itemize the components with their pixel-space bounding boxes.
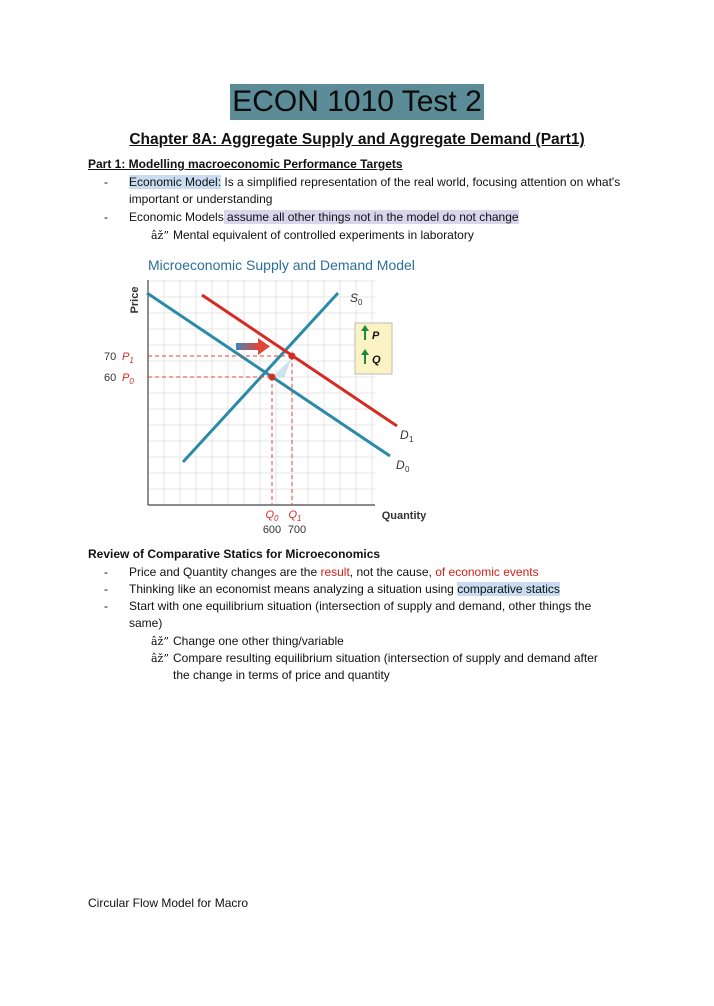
bullet-text — [129, 209, 624, 226]
x-tick-q1-value: 700 — [287, 524, 307, 536]
bullet-dash: - — [104, 599, 108, 613]
y-tick-p0 — [104, 372, 134, 386]
economic-events-text: of economic events — [435, 565, 539, 579]
review-heading: Review of Comparative Statics for Microeconomics — [88, 547, 381, 561]
svg-text:1: 1 — [409, 435, 414, 444]
page-title: ECON 1010 Test 2 — [232, 85, 482, 118]
curve-label-s0 — [350, 291, 363, 307]
plain-text: Economic Models — [129, 210, 224, 224]
term-highlight: Economic Model: — [129, 175, 222, 189]
bullet-dash: - — [104, 565, 108, 579]
x-tick-q1 — [288, 509, 306, 536]
sub-text: Mental equivalent of controlled experiments in laboratory — [173, 228, 474, 242]
x-tick-q0 — [263, 509, 281, 536]
x-tick-q0-label: $Q_0$ — [265, 509, 279, 523]
title-block — [0, 84, 714, 120]
legend-quantity: Q — [372, 354, 381, 366]
chapter-heading: Chapter 8A: Aggregate Supply and Aggregate Demand (Part1) — [129, 131, 585, 148]
text-part: , not the cause, — [349, 565, 436, 579]
bullet-dash: - — [104, 175, 108, 189]
chart-title: Microeconomic Supply and Demand Model — [148, 257, 415, 273]
y-tick-p0-value: 60 — [104, 372, 117, 384]
arrow-mark: âž” — [151, 652, 169, 665]
svg-text:0: 0 — [358, 298, 363, 307]
demand-curve-d0 — [147, 293, 390, 456]
part1-heading: Part 1: Modelling macroeconomic Performance Targets — [88, 157, 403, 171]
x-tick-q1-label: $Q_1$ — [288, 509, 302, 523]
x-tick-q0-value: 600 — [262, 524, 282, 536]
bullet-dash: - — [104, 210, 108, 224]
svg-text:D: D — [396, 458, 405, 472]
legend-price: P — [372, 330, 380, 342]
text-part: Thinking like an economist means analyzing a situation using — [129, 582, 458, 596]
result-word: result — [320, 565, 350, 579]
equilibrium-point-1 — [289, 353, 296, 360]
y-tick-p1 — [104, 351, 134, 365]
svg-text:0: 0 — [405, 465, 410, 474]
bullet-text — [129, 174, 624, 208]
equilibrium-point-0 — [269, 374, 276, 381]
sub-text: Change one other thing/variable — [173, 634, 344, 648]
curve-label-d1 — [400, 428, 414, 444]
shift-arrow-body — [236, 343, 258, 350]
curve-label-d0 — [396, 458, 410, 474]
bullet-text — [129, 581, 624, 598]
bullet-text — [129, 564, 624, 581]
bullet-dash: - — [104, 582, 108, 596]
svg-text:S: S — [350, 291, 359, 305]
definition-text: Is a simplified representation of the real world, focusing attention on what's important or understanding — [129, 175, 621, 206]
svg-text:D: D — [400, 428, 409, 442]
sub-text: Compare resulting equilibrium situation (intersection of supply and demand after the change in terms of price and quantity — [173, 651, 598, 682]
y-tick-p1-value: 70 — [104, 351, 117, 363]
supply-demand-chart — [100, 250, 440, 540]
y-tick-p0-label: $P_0$ — [122, 372, 134, 386]
effect-legend — [355, 323, 392, 374]
bullet-text: Start with one equilibrium situation (intersection of supply and demand, other things the same) — [129, 599, 592, 630]
footer-text: Circular Flow Model for Macro — [88, 896, 249, 910]
y-tick-p1-label: $P_1$ — [122, 351, 134, 365]
chart-grid — [148, 280, 375, 505]
x-axis-label: Quantity — [381, 510, 427, 522]
text-part: Price and Quantity changes are the — [129, 565, 321, 579]
y-axis-label: Price — [129, 286, 141, 314]
arrow-mark: âž” — [151, 229, 169, 242]
arrow-mark: âž” — [151, 635, 169, 648]
comparative-statics-highlight: comparative statics — [457, 582, 560, 596]
assumption-highlight: assume all other things not in the model do not change — [223, 210, 519, 224]
